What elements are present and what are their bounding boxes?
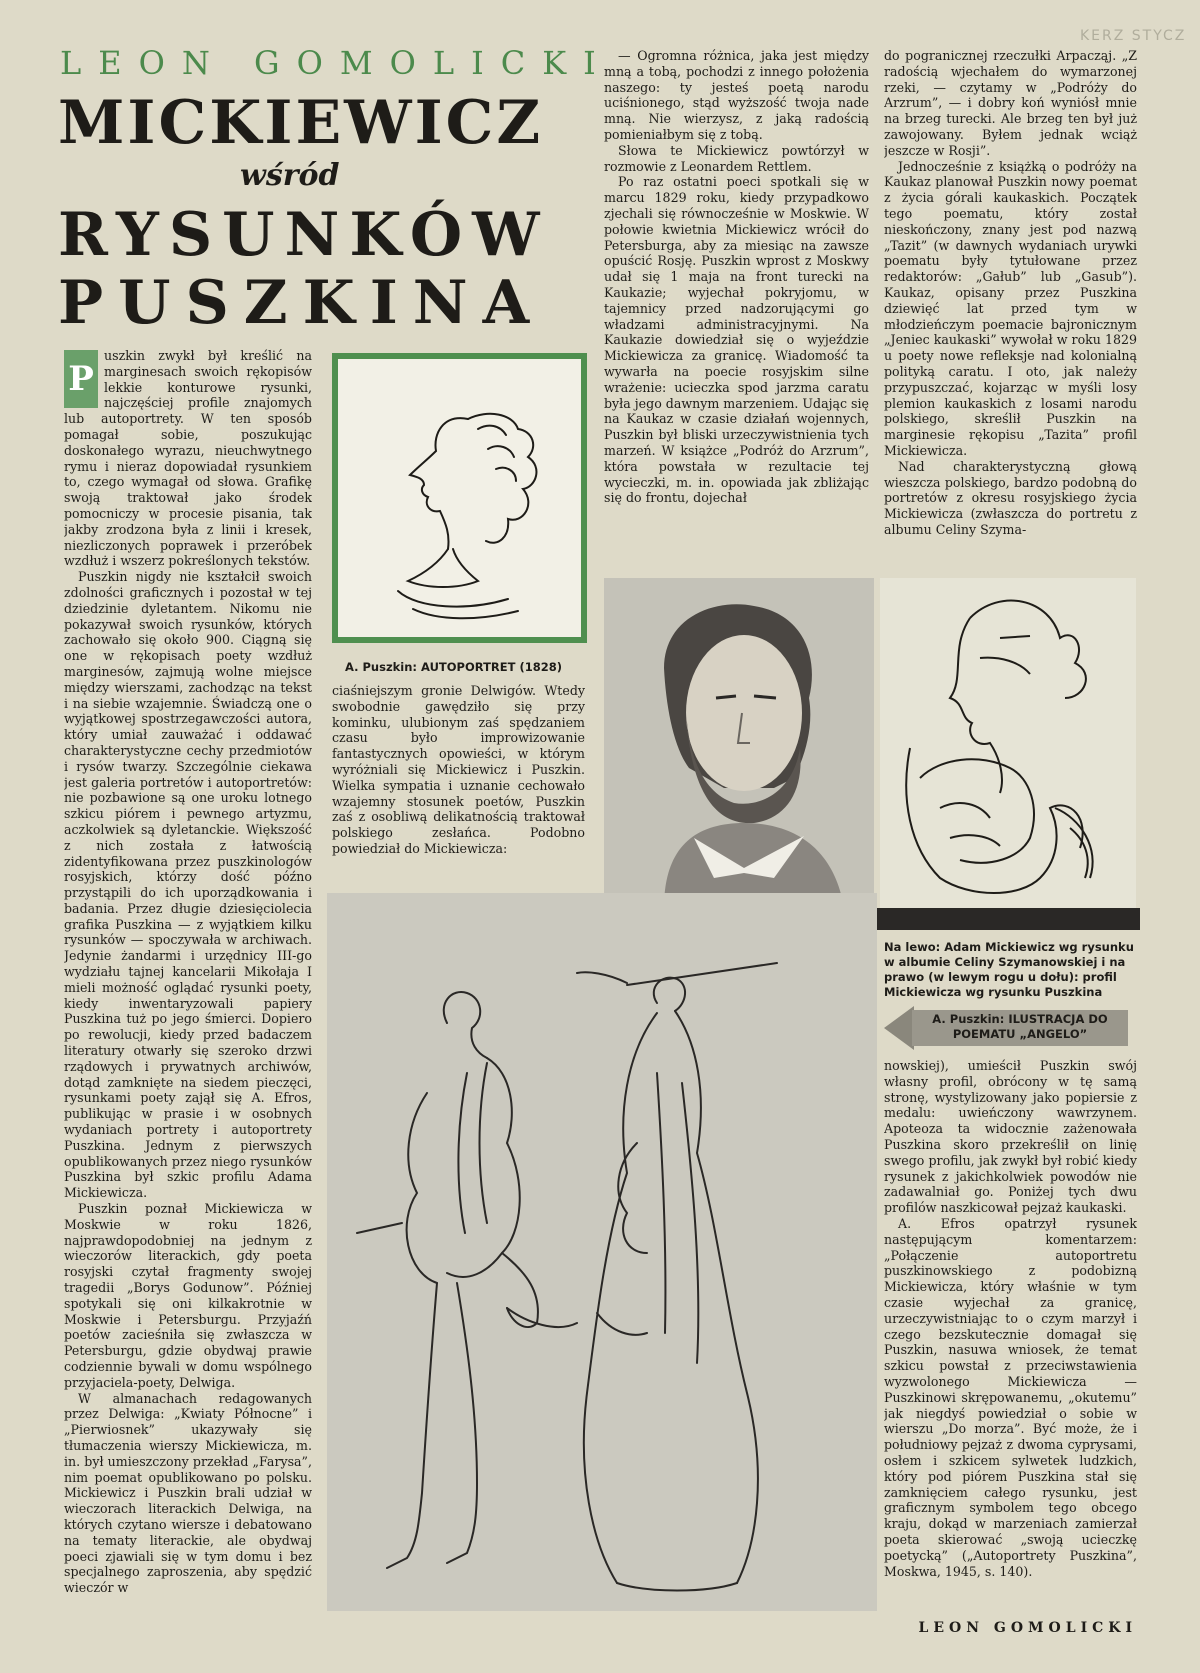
mickiewicz-profile-sketch bbox=[880, 578, 1136, 908]
title-line-1: MICKIEWICZ bbox=[58, 88, 544, 158]
paragraph: Puszkin nigdy nie kształcił swoich zdolności graficznych i pozostał w tej dziedzinie dyletantem. Nikomu nie pokazywał swoich rysunków, których zachowało się około 900. Ciągną się one w rękopisach poety wzdłuż marginesów, zajmują wolne miejsce między wierszami, zachodząc na tekst i na siebie wzajemnie. Świadczą one o wyjątkowej spostrzegawczości autora, który umiał zauważać i oddawać charakterystyczne cechy przedmiotów i rysów twarzy. Szczególnie ciekawa jest galeria portretów i autoportretów: nie pozbawione są one uroku lotnego szkicu piórem i pewnego artyzmu, aczkolwiek są dyletanckie. Większość z nich została z łatwością zidentyfikowana przez puszkinologów rosyjskich, którzy dość późno przystąpili do ich uporządkowania i badania. Przez długie dziesięciolecia grafika Puszkina — z wyjątkiem kilku rysunków — spoczywała w archiwach. Jedynie żandarmi i urzędnicy III-go wydziału tajnej kancelarii Mikołaja I mieli możność oglądać rysunki poety, kiedy inwentaryzowali papiery Puszkina tuż po jego śmierci. Dopiero po rewolucji, kiedy przed badaczem literatury otwarły się szeroko drzwi rządowych i prywatnych archiwów, dotąd zamknięte na siedem pieczęci, rysunkami poety zajął się A. Efros, publikując w prasie i w osobnych wydaniach portrety i autoportrety Puszkina. Jednym z pierwszych opublikowanych przez niego rysunków Puszkina był szkic profilu Adama Mickiewicza. bbox=[64, 569, 312, 1201]
title-line-4: PUSZKINA bbox=[58, 268, 545, 338]
paragraph bbox=[64, 348, 312, 569]
title-line-3: RYSUNKÓW bbox=[58, 200, 550, 270]
portrait-drawing bbox=[604, 578, 874, 908]
paragraph: do pogranicznej rzeczułki Arpacząj. „Z radością wjechałem do wymarzonej rzeki, — czytamy w „Podróży do Arzrum”, — i dobry koń wyniósł mnie na brzeg turecki. Ale brzeg ten był już zawojowany. Byłem jednak wciąż jeszcze w Rosji”. bbox=[884, 48, 1137, 158]
article-column-1 bbox=[64, 348, 312, 1638]
paragraph: Puszkin poznał Mickiewicza w Moskwie w roku 1826, najprawdopodobniej na jednym z wieczorów literackich, gdy poeta rosyjski czytał fragmenty swojej tragedii „Borys Godunow”. Później spotykali się oni kilkakrotnie w Moskwie i Petersburgu. Przyjaźń poetów zacieśniła się zwłaszcza w Petersburgu, gdzie obydwaj prawie codziennie bywali w domu wspólnego przyjaciela-poety, Delwiga. bbox=[64, 1201, 312, 1390]
drop-cap: P bbox=[64, 350, 98, 408]
article-column-4 bbox=[884, 48, 1137, 568]
paragraph: ciaśniejszym gronie Delwigów. Wtedy swobodnie gawędziło się przy kominku, ulubionym zaś spędzaniem czasu było improwizowanie fantastycznych opowieści, w którym wyróżniali się Mickiewicz i Puszkin. Wielka sympatia i uznanie cechowało wzajemny stosunek poetów, Puszkin zaś z osobliwą delikatnością traktował polskiego zesłańca. Podobno powiedział do Mickiewicza: bbox=[332, 683, 585, 856]
author-signature: LEON GOMOLICKI bbox=[918, 1620, 1137, 1636]
paragraph: Po raz ostatni poeci spotkali się w marcu 1829 roku, kiedy przypadkowo zjechali się równocześnie w Moskwie. W połowie kwietnia Mickiewicz wrócił do Petersburga, aby za miesiąc na zawsze opuścić Rosję. Puszkin wprost z Moskwy udał się 1 maja na front turecki na Kaukazie; wyjechał pokryjomu, w tajemnicy przed nadzorującymi go władzami administracyjnymi. Na Kaukazie dowiedział się o wyjeździe Mickiewicza za granicę. Wiadomość ta wywarła na poecie rosyjskim silne wrażenie: ucieczka spod jarzma caratu była jego dawnym marzeniem. Udając się na Kaukaz w czasie działań wojennych, Puszkin był bliski urzeczywistnienia tych marzeń. W książce „Podróż do Arzrum”, która powstała w rezultacie tej wycieczki, m. in. opowiada jak zbliżając się do frontu, dojechał bbox=[604, 174, 869, 506]
portraits-caption: Na lewo: Adam Mickiewicz wg rysunku w albumie Celiny Szymanowskiej i na prawo (w lewym rogu u dołu): profil Mickiewicza wg rysunku Puszkina bbox=[884, 940, 1134, 999]
angelo-sketch bbox=[327, 893, 877, 1611]
author-heading: LEON GOMOLICKI bbox=[60, 44, 613, 82]
title-line-2: wśród bbox=[240, 158, 340, 193]
autoportret-sketch bbox=[338, 359, 581, 637]
illustration-caption: A. Puszkin: ILUSTRACJA DO POEMATU „ANGELO” bbox=[912, 1010, 1128, 1046]
profile-sketch-drawing bbox=[880, 578, 1136, 908]
paragraph: Słowa te Mickiewicz powtórzył w rozmowie z Leonardem Rettlem. bbox=[604, 142, 869, 174]
article-column-2 bbox=[332, 683, 585, 883]
article-column-3 bbox=[604, 48, 869, 568]
article-column-5 bbox=[884, 1058, 1137, 1618]
paragraph: Jednocześnie z książką o podróży na Kaukaz planował Puszkin nowy poemat z życia górali kaukaskich. Początek tego poematu, który został nieskończony, znany jest pod nazwą „Tazit” (w dawnych wydaniach urywki poematu były tytułowane przez redaktorów: „Gałub” lub „Gasub”). Kaukaz, opisany przez Puszkina dziewięć lat przed tym w młodzieńczym poemacie bajronicznym „Jeniec kaukaski” wywołał w roku 1829 u poety nowe refleksje nad kolonialną polityką caratu. I oto, jak należy przypuszczać, kojarząc w myśli losy plemion kaukaskich z losami narodu polskiego, skreślił Puszkin na marginesie rękopisu „Tazita” profil Mickiewicza. bbox=[884, 158, 1137, 458]
autoportret-caption: A. Puszkin: AUTOPORTRET (1828) bbox=[345, 660, 562, 674]
mickiewicz-portrait-image bbox=[604, 578, 874, 908]
illustration-caption-box bbox=[884, 1006, 1134, 1050]
paragraph: A. Efros opatrzył rysunek następującym komentarzem: „Połączenie autoportretu puszkinowskiego z podobizną Mickiewicza, który właśnie w tym czasie wyjechał za granicę, urzeczywistniając to o czym marzył i czego bezskutecznie domagał się Puszkin, nasuwa wniosek, że temat szkicu powstał z przeciwstawienia wyzwolonego Mickiewicza — Puszkinowi skrępowanemu, „okutemu” jak niegdyś powiedział o sobie w wierszu „Do morza”. Być może, że i południowy pejzaż z dwoma cyprysami, osłem i szkicem sylwetek ludzkich, który pod piórem Puszkina stał się zamknięciem całego rysunku, jest graficznym symbolem tego obcego kraju, dokąd w marzeniach zamierzał poeta skierować „swoją ucieczkę poetycką” („Autoportrety Puszkina”, Moskwa, 1945, s. 140). bbox=[884, 1215, 1137, 1579]
angelo-illustration bbox=[327, 893, 877, 1611]
paragraph: — Ogromna różnica, jaka jest między mną a tobą, pochodzi z innego położenia naszego: ty jesteś poetą narodu uciśnionego, stąd wyższość twoja nade mną. Nie wierzysz, z jaką radością pomieniałbym się z tobą. bbox=[604, 48, 869, 142]
corner-mark: KERZ STYCZ bbox=[1080, 28, 1187, 44]
paragraph: Nad charakterystyczną głową wieszcza polskiego, bardzo podobną do portretów z okresu rosyjskiego życia Mickiewicza (zwłaszcza do portretu z albumu Celiny Szyma- bbox=[884, 458, 1137, 537]
autoportret-frame bbox=[332, 353, 587, 643]
paragraph: W almanachach redagowanych przez Delwiga: „Kwiaty Północne” i „Pierwiosnek” ukazywały się tłumaczenia wierszy Mickiewicza, m. in. był umieszczony przekład „Farysa”, nim poemat opublikowano po polsku. Mickiewicz i Puszkin brali udział w wieczorach literackich Delwiga, na których czytano wiersze i debatowano na tematy literackie, ale obydwaj poeci zjawiali się w tym domu i bez specjalnego zaproszenia, aby spędzić wieczór w bbox=[64, 1390, 312, 1596]
paragraph: nowskiej), umieścił Puszkin swój własny profil, obrócony w tę samą stronę, wystylizowany jako popiersie z medalu: uwieńczony wawrzynem. Apoteoza ta widocznie zażenowała Puszkina skoro przekreślił on linię swego profilu, jak zwykł był robić kiedy rysunek z jakichkolwiek powodów nie zadawalniał go. Poniżej tych dwu profilów naszkicował pejzaż kaukaski. bbox=[884, 1058, 1137, 1216]
paragraph-text: uszkin zwykł był kreślić na marginesach swoich rękopisów lekkie konturowe rysunki, najczęściej profile znajomych lub autoportrety. W ten sposób pomagał sobie, poszukując doskonałego wyrazu, nieuchwytnego rymu i nieraz dopowiadał rysunkiem to, czego wymagał od słowa. Grafikę swoją traktował jako środek pomocniczy w procesie pisania, tak jakby zrodzona była z linii i kresek, niezliczonych poprawek i przeróbek wzdłuż i wszerz pokreślonych tekstów. bbox=[64, 348, 312, 569]
